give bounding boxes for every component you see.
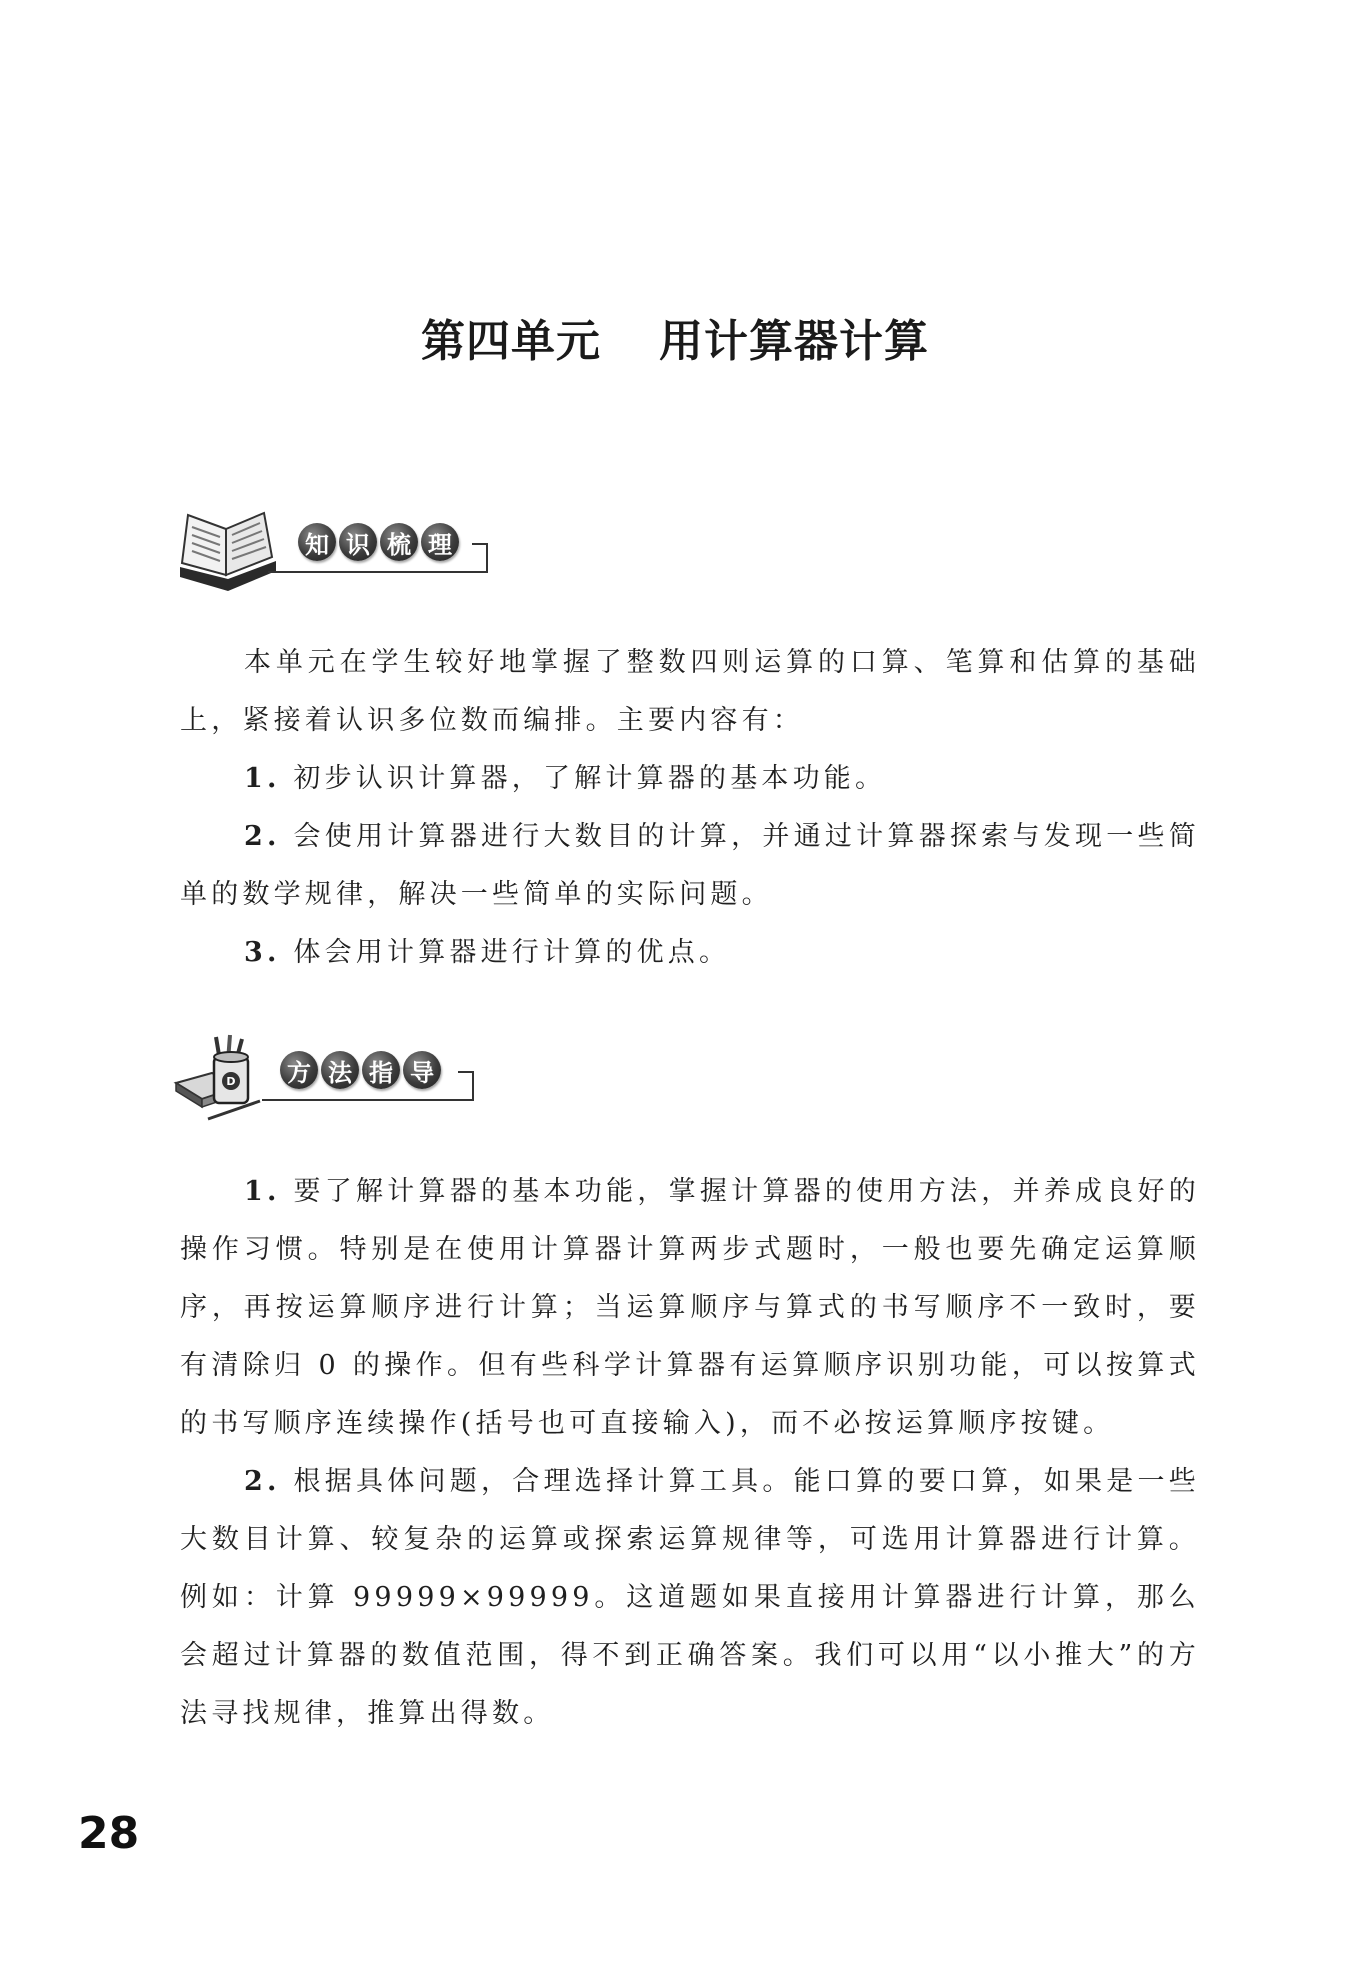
unit-topic: 用计算器计算 <box>659 316 929 367</box>
item-text: 要了解计算器的基本功能，掌握计算器的使用方法，并养成良好的操作习惯。特别是在使用计算器计算两步式题时，一般也要先确定运算顺序，再按运算顺序进行计算；当运算顺序与算式的书写顺序不一致时，要有清除归 0 的操作。但有些科学计算器有运算顺序识别功能，可以按算式的书写顺序连续操作(括号也可直接输入)，而不必按运算顺序按键。 <box>180 1176 1200 1439</box>
item-text: 体会用计算器进行计算的优点。 <box>293 937 731 968</box>
section-underline <box>262 1099 474 1101</box>
section-title-char: 梳 <box>380 523 418 561</box>
section-title-badges <box>280 1051 441 1089</box>
unit-label: 第四单元 <box>421 316 601 367</box>
knowledge-item <box>180 808 1200 924</box>
page-title <box>0 305 1350 369</box>
section-header-knowledge <box>172 505 502 605</box>
item-number: 3. <box>244 937 281 968</box>
section-title-char: 知 <box>298 523 336 561</box>
item-text: 会使用计算器进行大数目的计算，并通过计算器探索与发现一些简单的数学规律，解决一些简单的实际问题。 <box>180 821 1200 910</box>
item-number: 2. <box>244 821 281 852</box>
section-corner-vertical <box>486 543 488 573</box>
knowledge-item <box>180 924 1200 982</box>
item-number: 1. <box>244 763 281 794</box>
section-title-char: 法 <box>321 1051 359 1089</box>
section-title-char: 导 <box>403 1051 441 1089</box>
item-text: 根据具体问题，合理选择计算工具。能口算的要口算，如果是一些大数目计算、较复杂的运算或探索运算规律等，可选用计算器进行计算。例如：计算 99999×99999。这道题如果直接用计算器进行计算，那么会超过计算器的数值范围，得不到正确答案。我们可以用“以小推大”的方法寻找规律，推算出得数。 <box>180 1466 1200 1729</box>
knowledge-item <box>180 750 1200 808</box>
method-item <box>180 1163 1200 1453</box>
section-title-badges <box>298 523 459 561</box>
method-item <box>180 1453 1200 1743</box>
item-number: 1. <box>244 1176 281 1207</box>
svg-text:D: D <box>226 1075 236 1088</box>
section-title-char: 识 <box>339 523 377 561</box>
section-title-char: 理 <box>421 523 459 561</box>
section-underline <box>268 571 488 573</box>
pencil-cup-icon <box>172 1033 282 1123</box>
item-text: 初步认识计算器，了解计算器的基本功能。 <box>293 763 887 794</box>
knowledge-intro: 本单元在学生较好地掌握了整数四则运算的口算、笔算和估算的基础上，紧接着认识多位数而编排。主要内容有： <box>180 647 1200 736</box>
open-book-icon <box>172 505 282 595</box>
section-corner-vertical <box>472 1071 474 1101</box>
page-number: 28 <box>78 1808 140 1859</box>
section-title-char: 方 <box>280 1051 318 1089</box>
section-header-method <box>172 1033 502 1133</box>
section-title-char: 指 <box>362 1051 400 1089</box>
item-number: 2. <box>244 1466 281 1497</box>
